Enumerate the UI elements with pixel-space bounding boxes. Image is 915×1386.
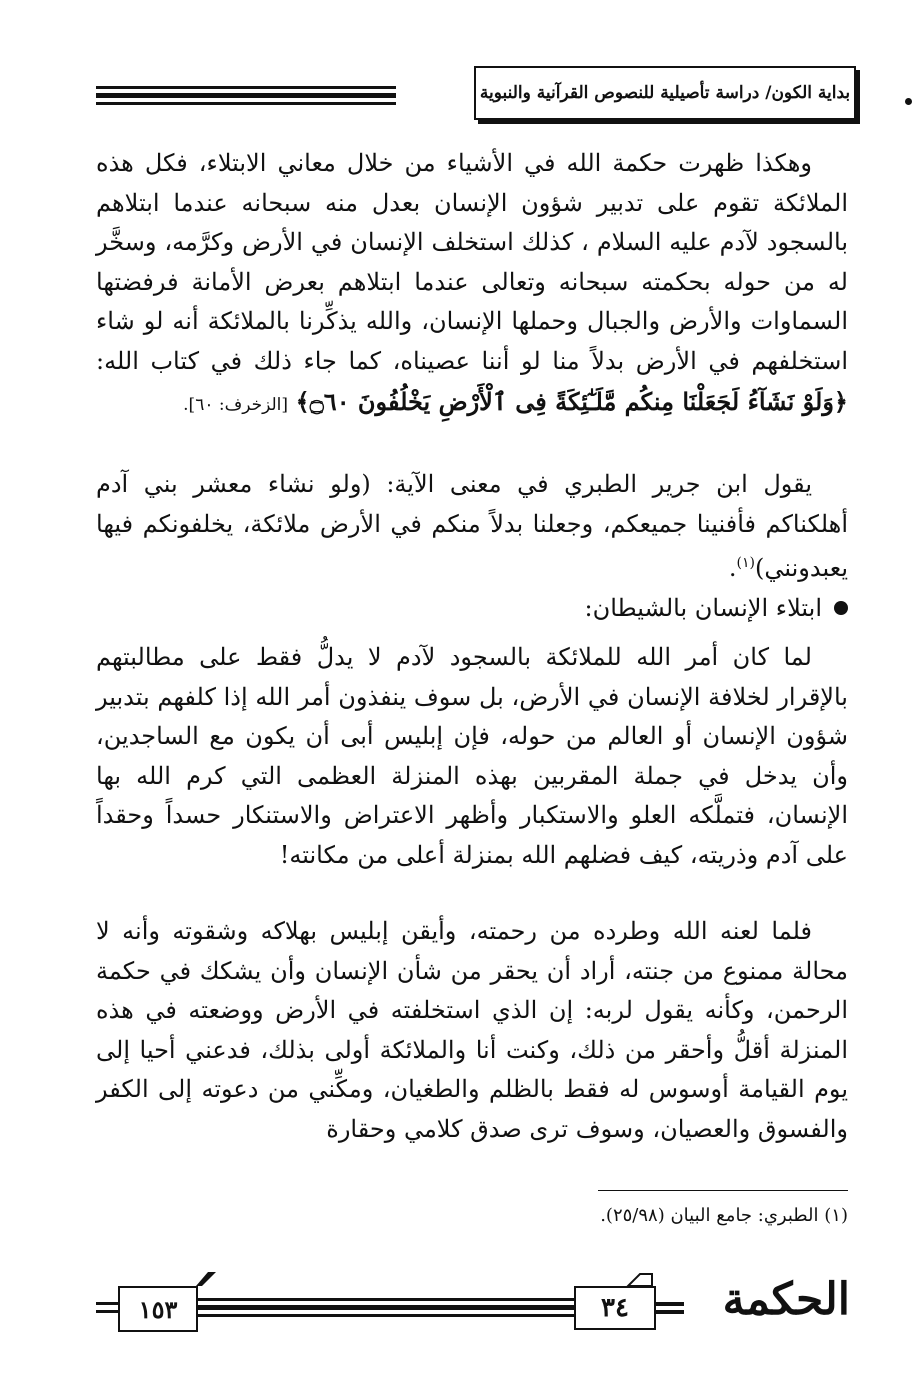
issue-number: ٣٤ <box>574 1286 656 1330</box>
paragraph-2 <box>96 465 848 589</box>
paragraph-1 <box>96 144 848 425</box>
page-footer <box>96 1268 856 1338</box>
paragraph-3: لما كان أمر الله للملائكة بالسجود لآدم لا يدلُّ فقط على مطالبتهم بالإقرار لخلافة الإنسان في الأرض، بل سوف ينفذون أمر الله إذا كلفهم بتدبير شؤون الإنسان أو العالم من حوله، فإن إبليس أبى أن يكون مع الساجدين، وأن يدخل في جملة المقربين بهذه المنزلة العظمى التي كرم الله بها الإنسان، فتملَّكه العلو والاستكبار وأظهر الاعتراض والاستنكار حسداً وحقداً على آدم وذريته، كيف فضلهم الله بمنزلة أعلى من مكانته! <box>96 643 848 869</box>
header-title: بداية الكون/ دراسة تأصيلية للنصوص القرآنية والنبوية <box>474 66 856 120</box>
paragraph-1-text: وهكذا ظهرت حكمة الله في الأشياء من خلال معاني الابتلاء، فكل هذه الملائكة تقوم على تدبير شؤون الإنسان بعدل منه سبحانه عندما ابتلاهم بالسجود لآدم عليه السلام ، كذلك استخلف الإنسان في الأرض وكرَّمه، وسخَّر له من حوله بحكمته سبحانه وتعالى عندما ابتلاهم بعرض الأمانة فرفضتها السماوات والأرض والجبال وحملها الإنسان، والله يذكِّرنا بالملائكة أنه لو شاء استخلفهم في الأرض بدلاً منا لو أننا عصيناه، كما جاء ذلك في كتاب الله: <box>96 149 848 375</box>
footnote-marker: (١) <box>736 555 756 572</box>
page-number: ١٥٣ <box>118 1286 198 1332</box>
paragraph-2-text: يقول ابن جرير الطبري في معنى الآية: (ولو نشاء معشر بني آدم أهلكناكم فأفنينا جميعكم، وجعلنا بدلاً منكم في الأرض ملائكة، يخلفونكم فيها يعبدونني) <box>96 470 848 583</box>
bullet-icon <box>834 601 848 615</box>
footnote-separator <box>598 1190 848 1191</box>
running-header <box>96 66 856 128</box>
paragraph-2-end: . <box>728 554 737 583</box>
quran-verse: ﴿وَلَوْ نَشَآءُ لَجَعَلْنَا مِنكُم مَّلَـٰٓئِكَةً فِى ٱلْأَرْضِ يَخْلُفُونَ ۝٦٠﴾ <box>295 386 848 416</box>
verse-reference: [الزخرف: ٦٠]. <box>183 394 289 415</box>
section-heading <box>584 594 848 622</box>
section-heading-text: ابتلاء الإنسان بالشيطان: <box>584 594 822 622</box>
margin-dot <box>905 98 912 105</box>
header-rule <box>96 86 396 109</box>
paragraph-4: فلما لعنه الله وطرده من رحمته، وأيقن إبليس بهلاكه وشقوته وأنه لا محالة ممنوع من جنته، أراد أن يحقر من شأن الإنسان وأن يشكك في حكمة الرحمن، وكأنه يقول لربه: إن الذي استخلفته في الأرض ووضعته في هذه المنزلة أقلُّ وأحقر من ذلك، وكنت أنا والملائكة أولى بذلك، فدعني أحيا إلى يوم القيامة أوسوس له فقط بالظلم والطغيان، ومكِّني من دعوته إلى الكفر والفسوق والعصيان، وسوف ترى صدق كلامي وحقارة <box>96 917 849 1143</box>
magazine-logo: الحكمة <box>722 1274 850 1325</box>
footnote: (١) الطبري: جامع البيان (٢٥/٩٨). <box>600 1205 848 1226</box>
